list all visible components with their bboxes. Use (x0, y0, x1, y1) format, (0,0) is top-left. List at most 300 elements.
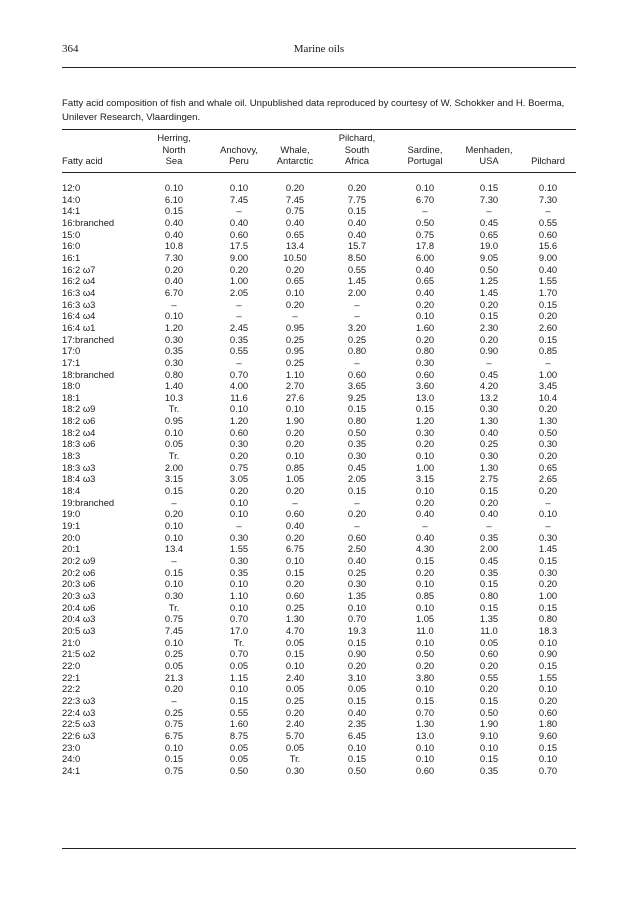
composition-value: 0.15 (164, 566, 184, 578)
composition-value: 1.30 (479, 415, 499, 427)
composition-value: 1.00 (538, 368, 558, 380)
composition-value: 3.20 (347, 321, 367, 333)
composition-value: 0.10 (229, 508, 249, 520)
composition-value: 0.15 (415, 403, 435, 415)
composition-value: 7.45 (229, 193, 249, 205)
composition-value: 1.60 (415, 321, 435, 333)
composition-value: 0.70 (229, 613, 249, 625)
composition-value: 0.20 (538, 578, 558, 590)
composition-value: 1.30 (285, 613, 305, 625)
column-header-line: South (344, 143, 370, 155)
composition-value: 0.10 (415, 450, 435, 462)
composition-value: 0.10 (415, 310, 435, 322)
fatty-acid-name: 18:1 (62, 391, 81, 403)
composition-value: 2.00 (347, 286, 367, 298)
fatty-acid-name: 20:1 (62, 543, 81, 555)
fatty-acid-name: 12:0 (62, 182, 81, 193)
composition-value: 0.15 (538, 555, 558, 566)
composition-value: 0.30 (229, 438, 249, 450)
composition-value: 0.20 (285, 578, 305, 590)
composition-value: Tr. (233, 636, 245, 648)
composition-value: 0.05 (229, 753, 249, 765)
fatty-acid-name: 22:6 ω3 (62, 729, 96, 741)
fatty-acid-name: 20:2 ω9 (62, 555, 96, 566)
fatty-acid-name: 22:2 (62, 683, 81, 695)
composition-value: 6.00 (415, 251, 435, 263)
composition-value: 0.20 (415, 438, 435, 450)
column-header-line: Pilchard (531, 155, 565, 166)
composition-value: 0.70 (229, 368, 249, 380)
column-header-line: Menhaden, (465, 143, 513, 155)
composition-value: 0.25 (285, 601, 305, 613)
composition-value: 1.60 (229, 718, 249, 730)
composition-value: 1.45 (538, 543, 558, 555)
composition-value: 0.30 (538, 566, 558, 578)
composition-value: 0.30 (415, 426, 435, 438)
composition-value: 0.15 (285, 648, 305, 660)
composition-value: 0.30 (164, 589, 184, 601)
composition-value: 0.60 (538, 706, 558, 718)
composition-value: Tr. (168, 601, 180, 613)
composition-value: 0.55 (229, 345, 249, 357)
composition-value: 1.05 (415, 613, 435, 625)
composition-value: 0.45 (479, 216, 499, 228)
composition-value: 1.30 (479, 461, 499, 473)
column-header (392, 132, 458, 167)
composition-value: 0.15 (479, 310, 499, 322)
table-row (62, 730, 576, 742)
fatty-acid-name: 22:4 ω3 (62, 706, 96, 718)
composition-value: 0.10 (415, 601, 435, 613)
table-row (62, 753, 576, 765)
composition-value: 0.40 (415, 531, 435, 543)
table-row (62, 194, 576, 206)
fatty-acid-name: 22:5 ω3 (62, 718, 96, 730)
table-row (62, 403, 576, 415)
column-header-line: Anchovy, (220, 143, 258, 155)
composition-value: 0.15 (347, 205, 367, 217)
composition-value: 0.75 (229, 461, 249, 473)
composition-value: 21.3 (164, 671, 184, 683)
composition-value: 0.10 (164, 578, 184, 590)
fatty-acid-name: 20:4 ω6 (62, 601, 96, 613)
column-header-line: Portugal (407, 155, 443, 166)
composition-value: 0.95 (164, 415, 184, 427)
table-row (62, 275, 576, 287)
composition-value: 6.70 (415, 193, 435, 205)
composition-value: 0.20 (538, 694, 558, 706)
composition-value: 8.75 (229, 729, 249, 741)
table-row (62, 683, 576, 695)
table-caption: Fatty acid composition of fish and whale oil. Unpublished data reproduced by courtesy of W. Schokker and H. Boerma, Unilever Research, Vlaardingen. (62, 98, 565, 123)
composition-value: 0.25 (285, 356, 305, 368)
table-row (62, 625, 576, 637)
composition-value: 0.30 (285, 764, 305, 776)
composition-value: 0.10 (164, 426, 184, 438)
composition-value: 0.20 (229, 450, 249, 462)
composition-value: 0.05 (164, 659, 184, 671)
composition-value: 0.15 (164, 753, 184, 765)
composition-value: 0.60 (285, 589, 305, 601)
composition-value: 0.50 (415, 648, 435, 660)
composition-value: 0.25 (347, 333, 367, 345)
composition-value: – (292, 496, 298, 508)
table-header (62, 132, 576, 167)
composition-value: 0.15 (164, 205, 184, 217)
column-header (268, 132, 322, 167)
column-header (210, 132, 268, 167)
composition-value: 0.40 (347, 228, 367, 240)
composition-value: 0.60 (347, 368, 367, 380)
composition-value: 0.15 (538, 601, 558, 613)
composition-value: 0.20 (285, 485, 305, 497)
column-header (62, 132, 138, 167)
composition-value: 1.90 (285, 415, 305, 427)
composition-value: – (354, 298, 360, 310)
fatty-acid-name: 18:branched (62, 368, 115, 380)
table-row (62, 765, 576, 777)
composition-value: 0.30 (415, 356, 435, 368)
table-row (62, 613, 576, 625)
fatty-acid-name: 16:2 ω4 (62, 275, 96, 287)
composition-value: 0.80 (538, 613, 558, 625)
composition-value: 0.20 (229, 485, 249, 497)
fatty-acid-name: 24:1 (62, 764, 81, 776)
composition-value: 0.10 (415, 683, 435, 695)
table-row (62, 695, 576, 707)
fatty-acid-name: 18:2 ω4 (62, 426, 96, 438)
composition-value: 0.15 (229, 694, 249, 706)
composition-value: 0.15 (479, 485, 499, 497)
composition-value: – (236, 205, 242, 217)
composition-value: 7.30 (479, 193, 499, 205)
table-row (62, 648, 576, 660)
composition-value: 0.60 (415, 368, 435, 380)
table-row (62, 182, 576, 194)
composition-value: 0.50 (415, 216, 435, 228)
composition-value: 0.80 (164, 368, 184, 380)
composition-value: 0.05 (347, 683, 367, 695)
composition-value: 1.35 (347, 589, 367, 601)
composition-value: – (236, 520, 242, 532)
composition-value: 0.10 (164, 636, 184, 648)
table-row (62, 369, 576, 381)
composition-value: 0.30 (164, 356, 184, 368)
composition-value: – (422, 205, 428, 217)
composition-value: – (545, 205, 551, 217)
composition-value: 0.65 (479, 228, 499, 240)
table-row (62, 334, 576, 346)
table-row (62, 508, 576, 520)
composition-value: 0.20 (479, 333, 499, 345)
composition-value: 0.10 (538, 753, 558, 765)
composition-value: 3.65 (347, 380, 367, 392)
table-row (62, 450, 576, 462)
composition-value: 13.4 (285, 240, 305, 252)
composition-value: 0.20 (285, 438, 305, 450)
fatty-acid-name: 18:3 ω3 (62, 461, 96, 473)
composition-value: 0.70 (229, 648, 249, 660)
composition-value: 0.55 (229, 706, 249, 718)
table-row (62, 590, 576, 602)
table-row (62, 217, 576, 229)
composition-value: 0.15 (479, 753, 499, 765)
composition-value: 10.8 (164, 240, 184, 252)
composition-value: 0.35 (164, 345, 184, 357)
composition-value: 9.05 (479, 251, 499, 263)
composition-value: 0.40 (285, 216, 305, 228)
composition-value: 0.40 (229, 216, 249, 228)
composition-value: 0.15 (479, 694, 499, 706)
composition-value: 0.85 (538, 345, 558, 357)
fatty-acid-name: 16:4 ω1 (62, 321, 96, 333)
composition-value: 1.25 (479, 275, 499, 287)
composition-value: 0.25 (347, 566, 367, 578)
composition-value: 0.40 (479, 426, 499, 438)
composition-value: 0.20 (415, 566, 435, 578)
composition-value: 0.15 (538, 298, 558, 310)
composition-value: 3.15 (415, 473, 435, 485)
composition-value: 10.50 (283, 251, 307, 263)
composition-value: 0.15 (415, 694, 435, 706)
composition-value: 0.15 (538, 741, 558, 753)
composition-value: 0.20 (347, 508, 367, 520)
composition-value: 0.10 (229, 601, 249, 613)
table-row (62, 205, 576, 217)
composition-value: 0.20 (164, 508, 184, 520)
composition-value: 2.40 (285, 718, 305, 730)
fatty-acid-name: 15:0 (62, 228, 81, 240)
composition-value: 0.10 (285, 659, 305, 671)
composition-value: 8.50 (347, 251, 367, 263)
composition-value: 0.30 (538, 438, 558, 450)
composition-value: 0.10 (415, 636, 435, 648)
composition-value: – (545, 496, 551, 508)
composition-value: 0.30 (229, 531, 249, 543)
fatty-acid-name: 18:4 ω3 (62, 473, 96, 485)
composition-value: 0.45 (347, 461, 367, 473)
composition-value: 0.85 (415, 589, 435, 601)
composition-value: 0.20 (479, 683, 499, 695)
composition-value: 0.75 (285, 205, 305, 217)
fatty-acid-name: 19:1 (62, 520, 81, 532)
composition-value: 0.10 (229, 403, 249, 415)
composition-value: 0.20 (164, 263, 184, 275)
fatty-acid-name: 19:branched (62, 496, 115, 508)
composition-value: 0.25 (285, 333, 305, 345)
table-row (62, 578, 576, 590)
fatty-acid-name: 16:3 ω3 (62, 298, 96, 310)
composition-value: 10.3 (164, 391, 184, 403)
composition-value: 2.60 (538, 321, 558, 333)
fatty-acid-name: 21:5 ω2 (62, 648, 96, 660)
composition-value: 1.00 (415, 461, 435, 473)
composition-value: 0.10 (347, 601, 367, 613)
composition-value: 0.10 (164, 741, 184, 753)
table-row (62, 672, 576, 684)
composition-value: 0.30 (479, 403, 499, 415)
composition-value: 0.40 (415, 508, 435, 520)
composition-value: 0.20 (285, 531, 305, 543)
composition-value: 3.45 (538, 380, 558, 392)
composition-value: 0.35 (229, 566, 249, 578)
composition-value: 1.55 (538, 671, 558, 683)
fatty-acid-name: 20:5 ω3 (62, 624, 96, 636)
table-row (62, 345, 576, 357)
composition-value: 0.20 (479, 496, 499, 508)
composition-value: 6.75 (285, 543, 305, 555)
composition-value: 0.80 (479, 589, 499, 601)
fatty-acid-name: 20:2 ω6 (62, 566, 96, 578)
fatty-acid-name: 16:1 (62, 251, 81, 263)
composition-value: 0.25 (285, 694, 305, 706)
composition-value: 0.90 (538, 648, 558, 660)
table-bottom-rule (62, 848, 576, 849)
table-row (62, 532, 576, 544)
composition-value: – (422, 520, 428, 532)
composition-value: 1.20 (229, 415, 249, 427)
composition-value: 0.10 (538, 508, 558, 520)
composition-value: 18.3 (538, 624, 558, 636)
composition-value: 0.05 (285, 636, 305, 648)
composition-value: 19.0 (479, 240, 499, 252)
table-row (62, 240, 576, 252)
table-row (62, 310, 576, 322)
fatty-acid-name: 16:branched (62, 216, 115, 228)
composition-value: 0.10 (538, 683, 558, 695)
composition-value: 0.45 (479, 555, 499, 566)
table-row (62, 392, 576, 404)
composition-value: 0.10 (229, 578, 249, 590)
composition-value: – (545, 520, 551, 532)
composition-value: 4.00 (229, 380, 249, 392)
composition-value: 0.90 (479, 345, 499, 357)
table-row (62, 707, 576, 719)
composition-value: 0.10 (164, 182, 184, 193)
composition-value: 1.05 (285, 473, 305, 485)
table-row (62, 485, 576, 497)
fatty-acid-name: 16:3 ω4 (62, 286, 96, 298)
composition-value: 0.60 (347, 531, 367, 543)
composition-value: 6.45 (347, 729, 367, 741)
composition-value: 0.60 (285, 508, 305, 520)
composition-value: 4.20 (479, 380, 499, 392)
composition-value: 1.45 (479, 286, 499, 298)
composition-value: 0.05 (285, 683, 305, 695)
composition-value: 0.10 (164, 531, 184, 543)
composition-value: – (354, 496, 360, 508)
composition-value: 0.85 (285, 461, 305, 473)
composition-value: 0.20 (285, 298, 305, 310)
composition-value: 0.15 (538, 659, 558, 671)
composition-value: 0.20 (479, 659, 499, 671)
composition-value: 0.30 (229, 555, 249, 566)
running-title: Marine oils (293, 43, 345, 55)
table-row (62, 742, 576, 754)
composition-value: 1.40 (164, 380, 184, 392)
composition-value: 1.30 (415, 718, 435, 730)
composition-value: 0.10 (347, 741, 367, 753)
composition-value: 0.20 (285, 182, 305, 193)
composition-value: 0.15 (479, 578, 499, 590)
column-header-line: North (162, 143, 186, 155)
fatty-acid-name: 20:3 ω6 (62, 578, 96, 590)
composition-value: 0.10 (538, 636, 558, 648)
table-row (62, 543, 576, 555)
composition-value: 0.15 (479, 182, 499, 193)
composition-value: 0.20 (538, 310, 558, 322)
composition-value: 0.10 (164, 520, 184, 532)
composition-value: 0.20 (285, 706, 305, 718)
composition-value: 0.40 (164, 228, 184, 240)
table-row (62, 602, 576, 614)
composition-value: 2.00 (479, 543, 499, 555)
composition-value: 0.60 (538, 228, 558, 240)
composition-value: 0.65 (285, 228, 305, 240)
composition-value: 0.15 (347, 753, 367, 765)
composition-value: 0.10 (415, 485, 435, 497)
table-row (62, 264, 576, 276)
composition-value: 0.05 (164, 438, 184, 450)
composition-value: 0.10 (479, 741, 499, 753)
composition-value: 0.20 (285, 426, 305, 438)
column-header-line: Whale, (280, 143, 310, 155)
composition-value: 3.05 (229, 473, 249, 485)
composition-value: 0.95 (285, 345, 305, 357)
composition-value: – (486, 205, 492, 217)
table-row (62, 252, 576, 264)
composition-value: 13.4 (164, 543, 184, 555)
fatty-acid-name: 17:branched (62, 333, 115, 345)
composition-value: 0.25 (164, 648, 184, 660)
composition-value: 0.40 (347, 216, 367, 228)
table-row (62, 637, 576, 649)
composition-value: 6.75 (164, 729, 184, 741)
composition-value: 0.80 (347, 415, 367, 427)
fatty-acid-name: 16:4 ω4 (62, 310, 96, 322)
composition-value: 1.00 (229, 275, 249, 287)
composition-value: 0.30 (347, 578, 367, 590)
column-header-line: Sardine, (407, 143, 443, 155)
composition-value: 2.45 (229, 321, 249, 333)
composition-value: 3.80 (415, 671, 435, 683)
composition-value: 0.80 (415, 345, 435, 357)
fatty-acid-name: 22:1 (62, 671, 81, 683)
composition-value: – (236, 310, 242, 322)
composition-value: 2.40 (285, 671, 305, 683)
composition-value: – (486, 356, 492, 368)
composition-value: 0.15 (347, 636, 367, 648)
composition-value: 7.30 (164, 251, 184, 263)
column-header-line: Fatty acid (62, 155, 103, 166)
composition-value: 0.20 (285, 263, 305, 275)
running-head (62, 43, 576, 59)
composition-value: 5.70 (285, 729, 305, 741)
fatty-acid-name: 18:4 (62, 485, 81, 497)
composition-value: – (354, 356, 360, 368)
composition-value: 0.95 (285, 321, 305, 333)
composition-value: 0.10 (285, 450, 305, 462)
fatty-acid-name: 16:2 ω7 (62, 263, 96, 275)
table-row (62, 287, 576, 299)
composition-value: 13.0 (415, 391, 435, 403)
table-top-rule (62, 129, 576, 130)
table-row (62, 415, 576, 427)
composition-value: 0.20 (538, 403, 558, 415)
composition-value: 0.70 (415, 706, 435, 718)
composition-value: 0.55 (479, 671, 499, 683)
table-row (62, 299, 576, 311)
